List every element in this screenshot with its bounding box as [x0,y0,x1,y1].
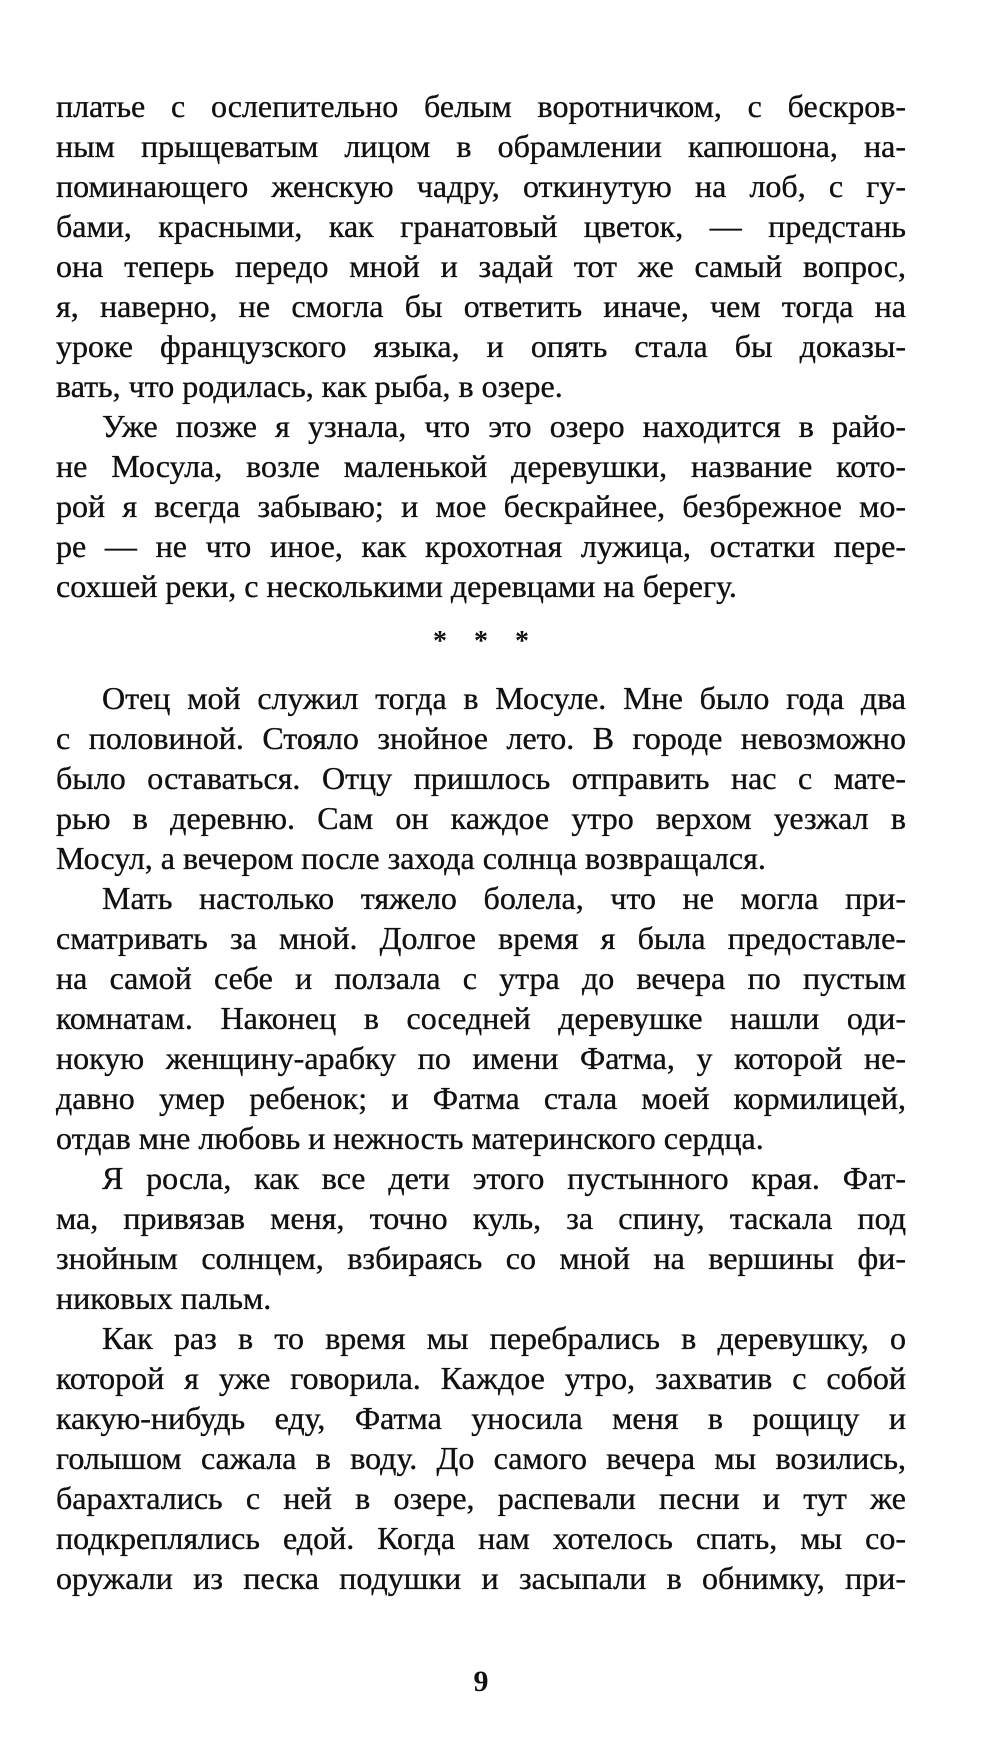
text-line: Как раз в то время мы перебрались в деревушку, о [102,1320,906,1356]
text-line: ре — не что иное, как крохотная лужица, остатки пере- [56,528,906,564]
paragraph [56,878,906,1158]
text-line: на самой себе и ползала с утра до вечера по пустым [56,960,906,996]
text-line: нокую женщину-арабку по имени Фатма, у которой не- [56,1040,906,1076]
text-line: знойным солнцем, взбираясь со мной на вершины фи- [56,1240,906,1276]
text-line: рью в деревню. Сам он каждое утро верхом уезжал в [56,800,906,836]
text-line: подкреплялись едой. Когда нам хотелось спать, мы со- [56,1520,906,1556]
text-line: давно умер ребенок; и Фатма стала моей кормилицей, [56,1080,906,1116]
text-line: Уже позже я узнала, что это озеро находится в райо- [102,408,906,444]
text-line: сохшей реки, с несколькими деревцами на берегу. [56,568,737,604]
text-line: никовых пальм. [56,1280,272,1316]
text-line: комнатам. Наконец в соседней деревушке нашли оди- [56,1000,906,1036]
text-line: было оставаться. Отцу пришлось отправить нас с мате- [56,760,906,796]
text-line: она теперь передо мной и задай тот же самый вопрос, [56,248,906,284]
text-line: голышом сажала в воду. До самого вечера мы возились, [56,1440,906,1476]
text-line: поминающего женскую чадру, откинутую на лоб, с гу- [56,168,906,204]
section-break: * * * [433,626,529,657]
text-line: Отец мой служил тогда в Мосуле. Мне было года два [102,680,906,716]
text-line: я, наверно, не смогла бы ответить иначе, чем тогда на [56,288,906,324]
page-body [56,86,906,1598]
paragraph [56,1318,906,1598]
paragraph [56,678,906,878]
text-line: оружали из песка подушки и засыпали в обнимку, при- [56,1560,906,1596]
text-line: ма, привязав меня, точно куль, за спину, таскала под [56,1200,906,1236]
paragraph [56,1158,906,1318]
text-line: Я росла, как все дети этого пустынного края. Фат- [102,1160,906,1196]
text-line: сматривать за мной. Долгое время я была предоставле- [56,920,906,956]
text-line: отдав мне любовь и нежность материнского сердца. [56,1120,764,1156]
text-line: какую-нибудь еду, Фатма уносила меня в рощицу и [56,1400,906,1436]
text-line: ным прыщеватым лицом в обрамлении капюшона, на- [56,128,906,164]
text-line: уроке французского языка, и опять стала бы доказы- [56,328,906,364]
paragraph [56,406,906,606]
text-line: бами, красными, как гранатовый цветок, — предстань [56,208,906,244]
text-line: которой я уже говорила. Каждое утро, захватив с собой [56,1360,906,1396]
paragraph [56,86,906,406]
text-line: рой я всегда забываю; и мое бескрайнее, безбрежное мо- [56,488,906,524]
text-line: Мосул, а вечером после захода солнца возвращался. [56,840,766,876]
text-line: вать, что родилась, как рыба, в озере. [56,368,563,404]
text-line: барахтались с ней в озере, распевали песни и тут же [56,1480,906,1516]
page-number: 9 [473,1665,489,1698]
text-line: Мать настолько тяжело болела, что не могла при- [102,880,906,916]
text-line: не Мосула, возле маленькой деревушки, название кото- [56,448,906,484]
text-line: с половиной. Стояло знойное лето. В городе невозможно [56,720,906,756]
text-line: платье с ослепительно белым воротничком, с бескров- [56,88,906,124]
